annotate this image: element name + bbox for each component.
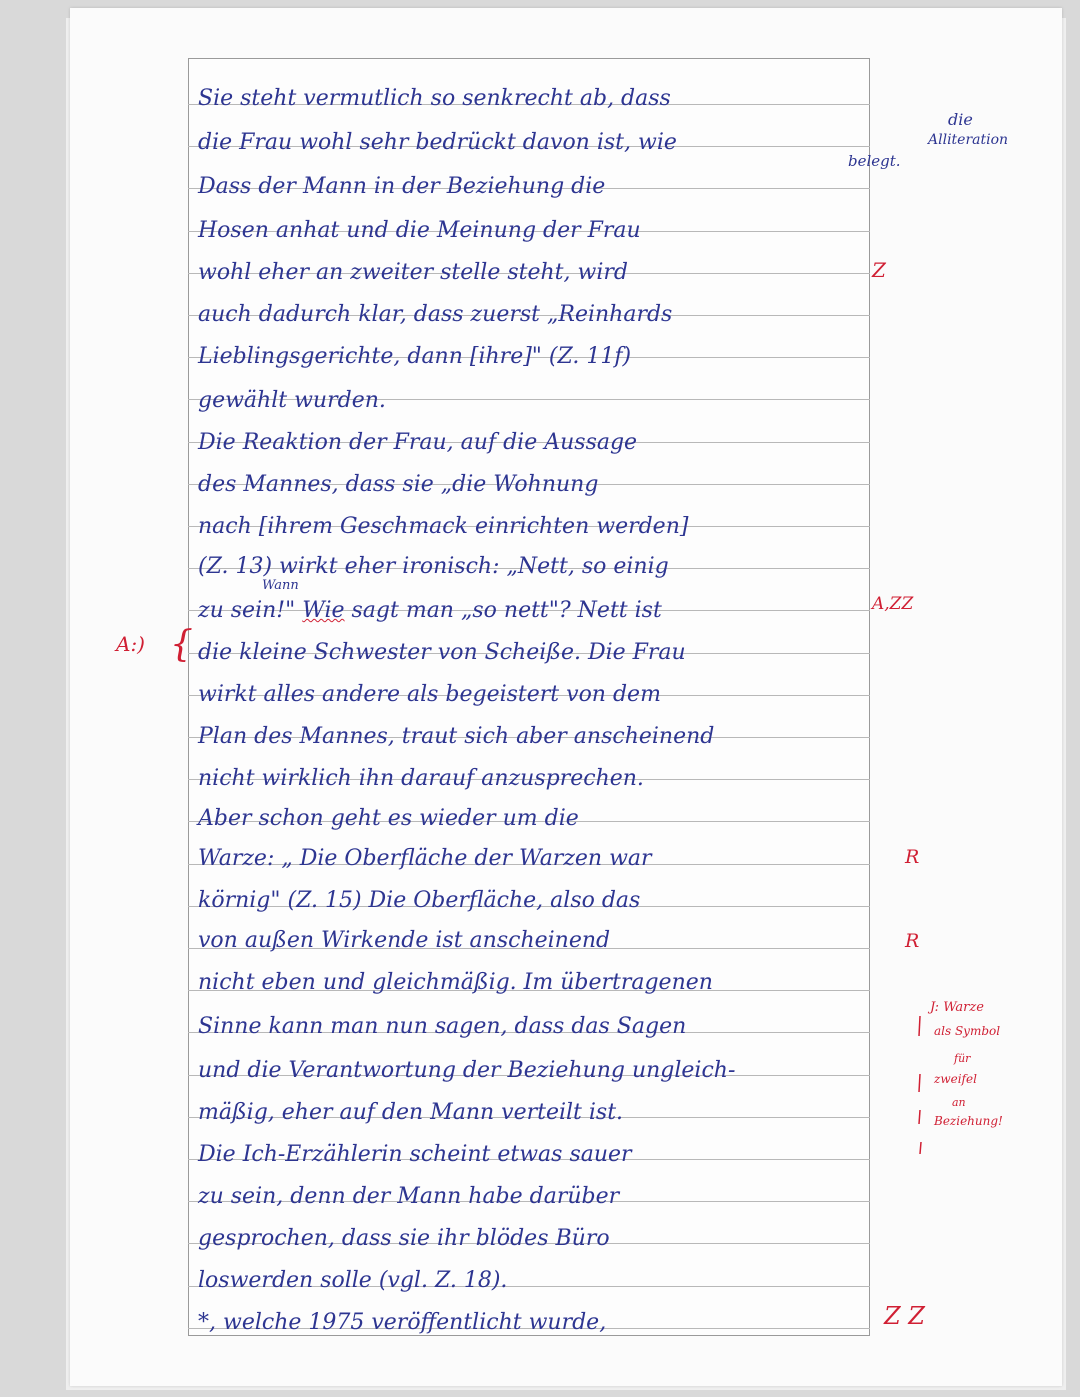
text-line-5: wohl eher an zweiter stelle steht, wird: [198, 260, 628, 285]
text-line-29: loswerden solle (vgl. Z. 18).: [198, 1268, 508, 1293]
note-bracket-marks: [916, 1016, 926, 1156]
margin-mark-a: A:): [116, 632, 145, 656]
text-line-17: nicht wirklich ihn darauf anzusprechen.: [198, 766, 644, 791]
text-line-2: die Frau wohl sehr bedrückt davon ist, wie: [198, 130, 677, 155]
margin-brace: {: [170, 624, 193, 665]
note-line-4: zweifel: [934, 1072, 977, 1086]
text-line-20: körnig" (Z. 15) Die Oberfläche, also das: [198, 888, 641, 913]
text-line-28: gesprochen, dass sie ihr blödes Büro: [198, 1226, 610, 1251]
text-line-13: [198, 594, 662, 628]
annotation-die: die: [948, 110, 973, 129]
text-line-18: Aber schon geht es wieder um die: [198, 806, 579, 831]
text-line-6: auch dadurch klar, dass zuerst „Reinhards: [198, 302, 673, 327]
text-line-19: Warze: „ Die Oberfläche der Warzen war: [198, 846, 652, 871]
line-13-end: sagt man „so nett"? Nett ist: [344, 598, 662, 623]
text-line-27: zu sein, denn der Mann habe darüber: [198, 1184, 620, 1209]
note-line-3: für: [954, 1052, 971, 1065]
text-line-15: wirkt alles andere als begeistert von dem: [198, 682, 661, 707]
line-13-start: zu sein!": [198, 598, 303, 623]
text-line-11: nach [ihrem Geschmack einrichten werden]: [198, 514, 689, 539]
correction-a-zz: A,ZZ: [872, 594, 914, 614]
text-line-24: und die Verantwortung der Beziehung ungleich-: [198, 1058, 736, 1083]
correction-z: Z: [872, 258, 886, 282]
text-line-22: nicht eben und gleichmäßig. Im übertragenen: [198, 970, 713, 995]
text-line-25: mäßig, eher auf den Mann verteilt ist.: [198, 1100, 624, 1125]
correction-zz-bottom: Z Z: [884, 1302, 925, 1330]
note-line-6: Beziehung!: [934, 1114, 1003, 1128]
text-line-8: gewählt wurden.: [198, 388, 386, 413]
text-line-9: Die Reaktion der Frau, auf die Aussage: [198, 430, 638, 455]
note-line-2: als Symbol: [934, 1024, 1001, 1038]
note-line-5: an: [952, 1096, 966, 1109]
text-line-16: Plan des Mannes, traut sich aber anscheinend: [198, 724, 715, 749]
annotation-belegt: belegt.: [848, 152, 901, 170]
note-line-1: J: Warze: [930, 1000, 984, 1015]
text-line-1: Sie steht vermutlich so senkrecht ab, dass: [198, 86, 671, 111]
text-line-26: Die Ich-Erzählerin scheint etwas sauer: [198, 1142, 632, 1167]
text-line-23: Sinne kann man nun sagen, dass das Sagen: [198, 1014, 687, 1039]
inserted-word-wann: Wann: [262, 578, 299, 593]
struck-word: Wie: [302, 598, 345, 623]
text-line-3: Dass der Mann in der Beziehung die: [198, 174, 606, 199]
correction-r-2: R: [905, 930, 920, 952]
text-line-7: Lieblingsgerichte, dann [ihre]" (Z. 11f): [198, 344, 632, 369]
text-line-12: (Z. 13) wirkt eher ironisch: „Nett, so einig: [198, 554, 669, 579]
correction-r-1: R: [905, 846, 920, 868]
text-line-21: von außen Wirkende ist anscheinend: [198, 928, 611, 953]
text-line-14: die kleine Schwester von Scheiße. Die Frau: [198, 640, 686, 665]
text-line-30: *, welche 1975 veröffentlicht wurde,: [198, 1310, 607, 1335]
annotation-alliteration: Alliteration: [928, 132, 1009, 148]
text-line-10: des Mannes, dass sie „die Wohnung: [198, 472, 599, 497]
text-line-4: Hosen anhat und die Meinung der Frau: [198, 218, 641, 243]
